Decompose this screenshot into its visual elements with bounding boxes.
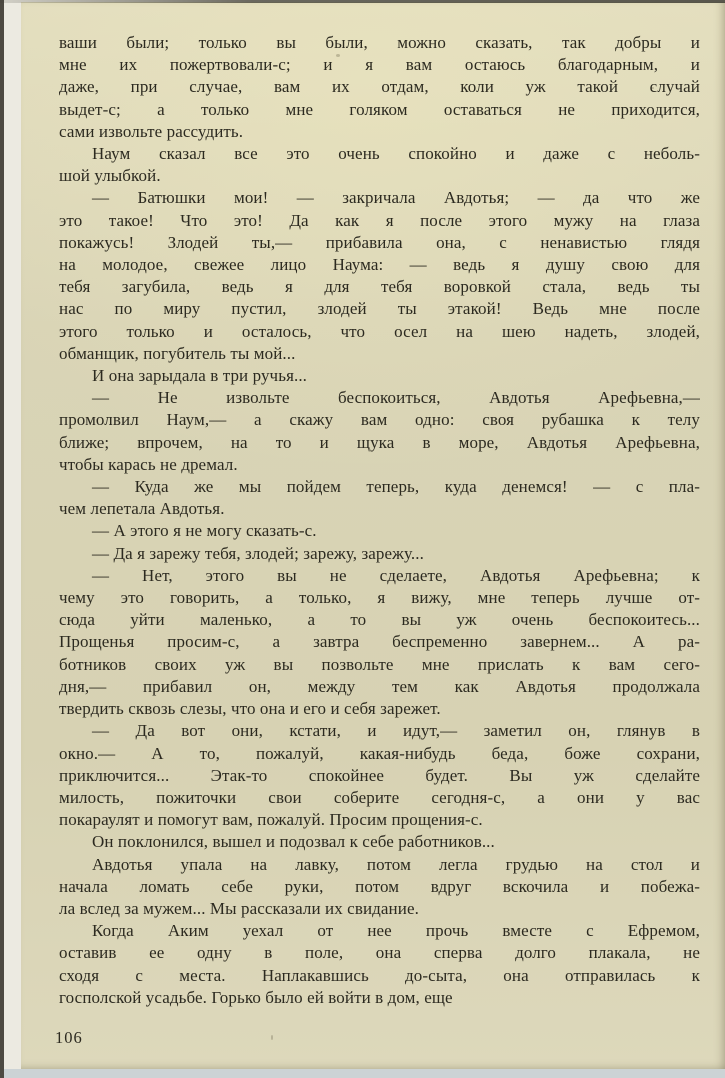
text-line: нас по миру пустил, злодей ты этакой! Ведь мне после — [59, 299, 700, 319]
text-line: дня,— прибавил он, между тем как Авдотья продолжала — [59, 676, 700, 696]
paper-speck — [271, 1035, 273, 1040]
text-line: ла вслед за мужем... Мы рассказали их свидание. — [59, 898, 419, 918]
text-line: сходя с места. Наплакавшись до-сыта, она отправилась к — [59, 965, 700, 985]
text-line: — Да вот они, кстати, и идут,— заметил он, глянув в — [92, 721, 700, 741]
top-edge-line — [0, 0, 725, 3]
text-line: на молодое, свежее лицо Наума: — ведь я душу свою для — [59, 255, 700, 275]
text-line: шой улыбкой. — [59, 166, 161, 186]
text-line: выдет-с; а только мне голяком оставаться не приходится, — [59, 99, 700, 119]
text-line: И она зарыдала в три ручья... — [92, 366, 308, 386]
text-line: госполской усадьбе. Горько было ей войти в дом, еще — [59, 987, 453, 1007]
paper-surface — [21, 2, 725, 1069]
text-line: твердить сквозь слезы, что она и его и себя зарежет. — [59, 699, 441, 719]
text-line: сюда уйти маленько, а то вы уж очень беспокоитесь... — [59, 610, 700, 630]
text-line: ботников своих уж вы позвольте мне прислать к вам сего- — [59, 654, 700, 674]
text-line: это такое! Что это! Да как я после этого мужу на глаза — [59, 210, 700, 230]
text-line: — Батюшки мои! — закричала Авдотья; — да что же — [92, 188, 700, 208]
text-line: сами извольте рассудить. — [59, 121, 244, 141]
text-line: ближе; впрочем, на то и щука в море, Авдотья Арефьевна, — [59, 432, 700, 452]
text-line: чтобы карась не дремал. — [59, 454, 238, 474]
text-line: милость, пожиточки свои соберите сегодня-с, а они у вас — [59, 787, 700, 807]
text-line: Авдотья упала на лавку, потом легла грудью на стол и — [92, 854, 700, 874]
text-line: — Нет, этого вы не сделаете, Авдотья Арефьевна; к — [92, 565, 700, 585]
text-line: — Куда же мы пойдем теперь, куда денемся! — с пла- — [92, 477, 700, 497]
text-line: Наум сказал все это очень спокойно и даже с неболь- — [92, 144, 700, 164]
text-line: окно.— А то, пожалуй, какая-нибудь беда, боже сохрани, — [59, 743, 700, 763]
text-line: мне их пожертвовали-с; и я вам остаюсь благодарным, и — [59, 55, 700, 75]
text-line: приключится... Этак-то спокойнее будет. Вы уж сделайте — [59, 765, 700, 785]
text-line: покараулят и помогут вам, пожалуй. Просим прощения-с. — [59, 810, 483, 830]
text-line: чему это говорить, а только, я вижу, мне теперь лучше от- — [59, 588, 700, 608]
text-line: ваши были; только вы были, можно сказать, так добры и — [59, 33, 700, 52]
text-line: Он поклонился, вышел и подозвал к себе работников... — [92, 832, 495, 852]
text-line: Когда Аким уехал от нее прочь вместе с Ефремом, — [92, 921, 700, 941]
text-line: — Да я зарежу тебя, злодей; зарежу, зарежу... — [92, 543, 424, 563]
text-line: тебя загубила, ведь я для тебя воровкой стала, ведь ты — [59, 277, 700, 297]
page-text — [59, 32, 700, 1009]
text-line: — Не извольте беспокоиться, Авдотья Арефьевна,— — [92, 388, 700, 408]
text-line: даже, при случае, вам их отдам, коли уж такой случай — [59, 77, 700, 97]
text-line: этого только и осталось, что осел на шею надеть, злодей, — [59, 321, 700, 341]
text-line: — А этого я не могу сказать-с. — [92, 521, 317, 541]
left-light-strip — [4, 0, 21, 1078]
text-line: покажусь! Злодей ты,— прибавила она, с ненавистью глядя — [59, 232, 700, 252]
text-line: начала ломать себе руки, потом вдруг вскочила и побежа- — [59, 876, 700, 896]
text-line: чем лепетала Авдотья. — [59, 499, 225, 519]
bottom-scanner-strip — [4, 1069, 725, 1078]
text-line: промолвил Наум,— а скажу вам одно: своя рубашка к телу — [59, 410, 700, 430]
text-line: Прощенья просим-с, а завтра беспременно завернем... А ра- — [59, 632, 700, 652]
text-line: обманщик, погубитель ты мой... — [59, 343, 296, 363]
page-number: 106 — [55, 1028, 83, 1047]
text-line: оставив ее одну в поле, она сперва долго плакала, не — [59, 943, 700, 963]
